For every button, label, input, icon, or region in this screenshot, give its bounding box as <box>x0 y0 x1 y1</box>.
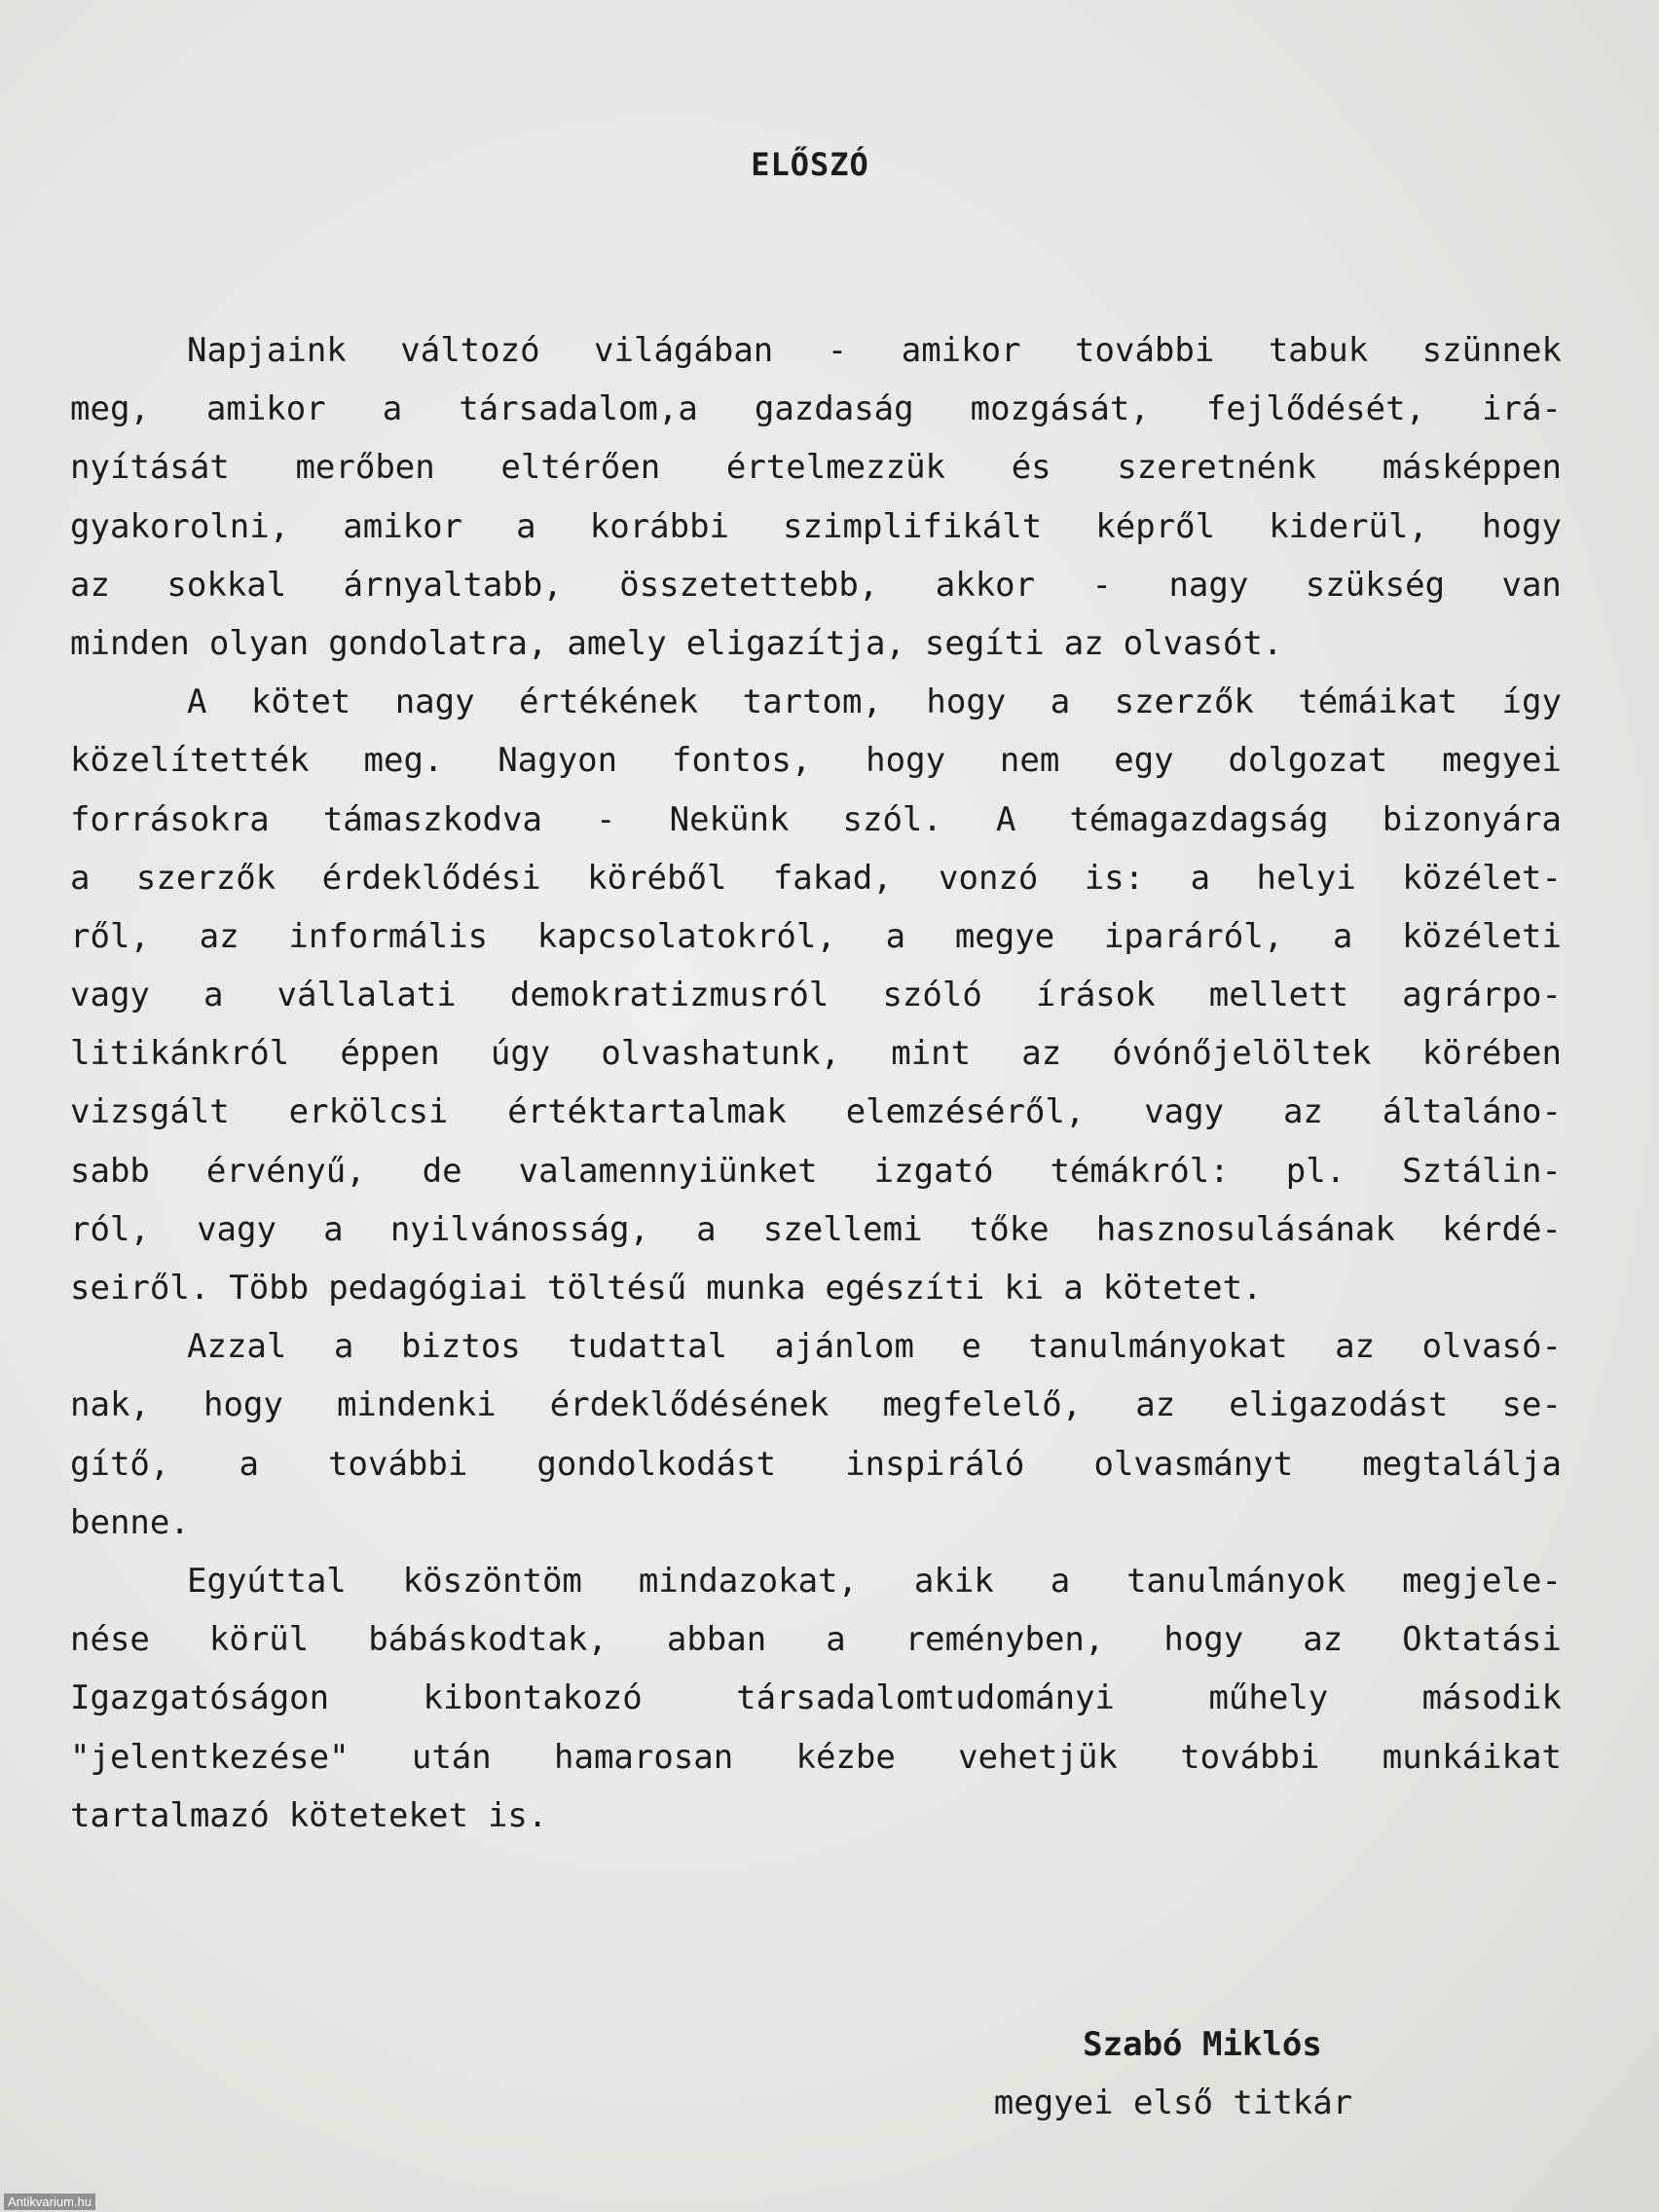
word: második <box>1421 1678 1562 1718</box>
word: az <box>1335 1327 1376 1367</box>
word: demokratizmusról <box>509 976 830 1015</box>
word: Azzal <box>187 1327 287 1367</box>
word: Sztálin- <box>1402 1151 1562 1191</box>
word: megtalálja <box>1362 1444 1562 1484</box>
word: szünnek <box>1421 331 1562 370</box>
word: nése <box>70 1620 150 1660</box>
word: hogy <box>1482 506 1562 546</box>
word: Nagyon <box>498 741 618 781</box>
word: hogy <box>203 1385 283 1425</box>
word: elemzéséről, <box>845 1092 1086 1132</box>
word: műhely <box>1208 1678 1329 1718</box>
word: eligazodást <box>1229 1385 1449 1425</box>
text-line <box>70 438 1562 497</box>
word: világában <box>594 331 774 370</box>
text-line <box>70 1317 1562 1376</box>
word: agrárpo- <box>1402 976 1562 1015</box>
word: is: <box>1084 858 1145 898</box>
word: munka <box>706 1269 806 1308</box>
text-line <box>70 1083 1562 1141</box>
word: értékének <box>519 682 699 722</box>
word: seiről. <box>70 1269 210 1308</box>
word: mellett <box>1208 976 1349 1015</box>
word: Nekünk <box>669 799 790 839</box>
word: inspiráló <box>845 1444 1025 1484</box>
word: dolgozat <box>1228 741 1388 781</box>
word: egészíti <box>825 1269 985 1308</box>
word: tanulmányokat <box>1028 1327 1288 1367</box>
word: helyi <box>1256 858 1356 898</box>
signature-title: megyei első titkár <box>993 2083 1353 2122</box>
word: értéktartalmak <box>507 1092 787 1132</box>
word: nak, <box>70 1385 150 1425</box>
word: további <box>1075 331 1215 370</box>
word: segíti <box>924 623 1045 663</box>
word: a <box>1050 1561 1071 1601</box>
word: fejlődését, <box>1205 389 1426 429</box>
word: e <box>961 1327 981 1367</box>
signature-block <box>959 2015 1387 2132</box>
word: - <box>596 799 616 839</box>
word: ki <box>1004 1269 1045 1308</box>
word: - <box>1091 565 1113 605</box>
word: mint <box>891 1034 972 1074</box>
word: éppen <box>340 1034 440 1074</box>
text-line <box>70 907 1562 966</box>
text-line <box>70 1669 1562 1727</box>
word: támaszkodva <box>322 799 542 839</box>
word: a <box>826 1620 846 1660</box>
word: sokkal <box>166 565 287 605</box>
word: mindazokat, <box>638 1561 858 1601</box>
word: a <box>333 1327 354 1367</box>
text-line <box>70 1376 1562 1434</box>
text-line <box>70 1142 1562 1200</box>
text-line <box>70 966 1562 1024</box>
word: vállalati <box>276 976 457 1015</box>
word: hogy <box>1163 1620 1244 1660</box>
word: akik <box>913 1561 994 1601</box>
word: a <box>323 1209 344 1249</box>
word: Napjaink <box>187 331 347 370</box>
word: vehetjük <box>958 1737 1118 1777</box>
word: a <box>70 858 91 898</box>
word: érdeklődési <box>321 858 541 898</box>
word: a <box>1063 1269 1084 1308</box>
word: gazdaság <box>754 389 914 429</box>
word: körében <box>1421 1034 1562 1074</box>
text-line <box>70 1787 1562 1845</box>
word: vagy <box>1144 1092 1225 1132</box>
word: szóló <box>882 976 982 1015</box>
word: abban <box>666 1620 767 1660</box>
text-line <box>70 1552 1562 1610</box>
word: fontos, <box>671 741 812 781</box>
word: fakad, <box>772 858 893 898</box>
word: minden <box>70 623 190 663</box>
word: a <box>1190 858 1211 898</box>
word: közélet- <box>1402 858 1562 898</box>
word: a <box>203 976 224 1015</box>
word: így <box>1501 682 1562 722</box>
text-line <box>70 380 1562 438</box>
word: hamarosan <box>554 1737 734 1777</box>
text-line <box>70 791 1562 849</box>
word: szerzők <box>135 858 276 898</box>
word: nagy <box>394 682 475 722</box>
word: hasznosulásának <box>1095 1209 1395 1249</box>
text-line <box>70 614 1562 673</box>
word: Oktatási <box>1402 1620 1562 1660</box>
word: gítő, <box>70 1444 170 1484</box>
word: kötet <box>250 682 351 722</box>
word: további <box>328 1444 468 1484</box>
word: köszöntöm <box>402 1561 582 1601</box>
word: olvasó- <box>1421 1327 1562 1367</box>
word: kapcsolatokról, <box>536 916 836 956</box>
word: tanulmányok <box>1126 1561 1346 1601</box>
word: témákról: <box>1050 1151 1230 1191</box>
word: szellemi <box>762 1209 923 1249</box>
word: amely <box>567 623 667 663</box>
word: tartalmazó <box>70 1795 270 1835</box>
word: árnyaltabb, <box>343 565 563 605</box>
word: munkáikat <box>1382 1737 1562 1777</box>
word: sabb <box>70 1151 150 1191</box>
word: olvasmányt <box>1093 1444 1294 1484</box>
word: benne. <box>70 1502 190 1542</box>
word: merőben <box>295 448 435 488</box>
word: értelmezzük <box>725 448 946 488</box>
word: pedagógiai <box>328 1269 528 1308</box>
word: amikor <box>901 331 1021 370</box>
word: a <box>382 389 403 429</box>
word: nyilvánosság, <box>389 1209 649 1249</box>
word: általáno- <box>1382 1092 1562 1132</box>
word: Több <box>229 1269 310 1308</box>
word: közéleti <box>1402 916 1562 956</box>
word: társadalomtudományi <box>736 1678 1116 1718</box>
text-line <box>70 321 1562 380</box>
word: töltésű <box>546 1269 687 1308</box>
word: úgy <box>490 1034 551 1074</box>
text-line <box>70 1610 1562 1669</box>
word: erkölcsi <box>288 1092 449 1132</box>
text-line <box>70 498 1562 556</box>
word: a <box>1050 682 1071 722</box>
word: szimplifikált <box>783 506 1043 546</box>
word: köteteket <box>288 1795 468 1835</box>
word: ajánlom <box>774 1327 914 1367</box>
word: vonzó <box>939 858 1039 898</box>
word: további <box>1180 1737 1320 1777</box>
word: után <box>411 1737 492 1777</box>
word: és <box>1011 448 1051 488</box>
word: is. <box>487 1795 548 1835</box>
word: olvasót. <box>1123 623 1283 663</box>
word: szükség <box>1305 565 1446 605</box>
word: óvónőjelöltek <box>1112 1034 1372 1074</box>
word: a <box>239 1444 259 1484</box>
word: biztos <box>400 1327 521 1367</box>
word: bizonyára <box>1382 799 1562 839</box>
word: Egyúttal <box>187 1561 347 1601</box>
word: az <box>70 565 110 605</box>
word: amikor <box>343 506 463 546</box>
word: bábáskodtak, <box>368 1620 608 1660</box>
word: témagazdagság <box>1069 799 1329 839</box>
word: változó <box>400 331 540 370</box>
word: közelítették <box>70 741 310 781</box>
word: az <box>1282 1092 1323 1132</box>
word: valamennyiünket <box>518 1151 818 1191</box>
word: gondolatra, <box>328 623 548 663</box>
word: társadalom,a <box>459 389 698 429</box>
text-line <box>70 1728 1562 1787</box>
word: van <box>1501 565 1562 605</box>
text-line <box>70 1200 1562 1259</box>
text-line <box>70 1493 1562 1552</box>
word: litikánkról <box>70 1034 290 1074</box>
text-line <box>70 731 1562 790</box>
word: összetettebb, <box>619 565 879 605</box>
word: nem <box>999 741 1060 781</box>
word: de <box>422 1151 462 1191</box>
word: vagy <box>70 976 150 1015</box>
word: vagy <box>197 1209 276 1249</box>
word: az <box>1063 623 1104 663</box>
word: izgató <box>873 1151 994 1191</box>
word: amikor <box>205 389 326 429</box>
word: A <box>187 682 207 722</box>
word: köréből <box>587 858 727 898</box>
word: tudattal <box>568 1327 728 1367</box>
word: irá- <box>1482 389 1562 429</box>
word: a <box>516 506 536 546</box>
word: megye <box>954 916 1055 956</box>
watermark: Antikvarium.hu <box>4 2194 95 2210</box>
word: eltérően <box>500 448 661 488</box>
text-line <box>70 673 1562 731</box>
word: szerzők <box>1114 682 1254 722</box>
word: se- <box>1501 1385 1562 1425</box>
word: kiderül, <box>1269 506 1428 546</box>
word: vizsgált <box>70 1092 230 1132</box>
word: az <box>1021 1034 1062 1074</box>
word: meg. <box>363 741 444 781</box>
word: a <box>696 1209 717 1249</box>
word: A <box>995 799 1016 839</box>
word: kötetet. <box>1102 1269 1263 1308</box>
word: tabuk <box>1268 331 1369 370</box>
word: tartom, <box>742 682 882 722</box>
word: kibontakozó <box>423 1678 643 1718</box>
word: tőke <box>969 1209 1050 1249</box>
word: reményben, <box>904 1620 1105 1660</box>
word: másképpen <box>1382 448 1562 488</box>
word: iparáról, <box>1103 916 1284 956</box>
word: a <box>1332 916 1353 956</box>
word: hogy <box>866 741 946 781</box>
word: a <box>885 916 906 956</box>
page-title: ELŐSZÓ <box>751 146 869 183</box>
word: hogy <box>926 682 1007 722</box>
word: kérdé- <box>1442 1209 1562 1249</box>
word: az <box>199 916 240 956</box>
word: körül <box>208 1620 310 1660</box>
word: "jelentkezése" <box>70 1737 350 1777</box>
foreword-body <box>70 321 1562 1845</box>
word: az <box>1135 1385 1176 1425</box>
word: nyítását <box>70 448 230 488</box>
text-line <box>70 1259 1562 1317</box>
word: megyei <box>1442 741 1562 781</box>
word: mozgását, <box>970 389 1150 429</box>
word: olvashatunk, <box>601 1034 841 1074</box>
word: képről <box>1095 506 1216 546</box>
text-line <box>70 1435 1562 1493</box>
word: akkor <box>935 565 1036 605</box>
word: témáikat <box>1298 682 1458 722</box>
word: gyakorolni, <box>70 506 290 546</box>
word: megjele- <box>1402 1561 1562 1601</box>
word: olyan <box>208 623 310 663</box>
word: egy <box>1114 741 1174 781</box>
word: pl. <box>1285 1151 1346 1191</box>
word: korábbi <box>589 506 730 546</box>
word: kézbe <box>795 1737 896 1777</box>
word: meg, <box>70 389 150 429</box>
word: mindenki <box>336 1385 497 1425</box>
text-line <box>70 556 1562 614</box>
word: gondolkodást <box>536 1444 777 1484</box>
word: informális <box>288 916 489 956</box>
word: az <box>1303 1620 1344 1660</box>
word: érvényű, <box>205 1151 366 1191</box>
word: ról, <box>70 1209 150 1249</box>
word: megfelelő, <box>882 1385 1083 1425</box>
word: szeretnénk <box>1117 448 1317 488</box>
word: forrásokra <box>70 799 270 839</box>
text-line <box>70 849 1562 907</box>
word: érdeklődésének <box>549 1385 830 1425</box>
word: ről, <box>70 916 150 956</box>
word: szól. <box>842 799 942 839</box>
word: Igazgatóságon <box>70 1678 330 1718</box>
signature-name: Szabó Miklós <box>1083 2025 1322 2064</box>
text-line <box>70 1024 1562 1083</box>
word: írások <box>1035 976 1156 1015</box>
word: - <box>827 331 848 370</box>
word: eligazítja, <box>685 623 905 663</box>
word: nagy <box>1168 565 1249 605</box>
